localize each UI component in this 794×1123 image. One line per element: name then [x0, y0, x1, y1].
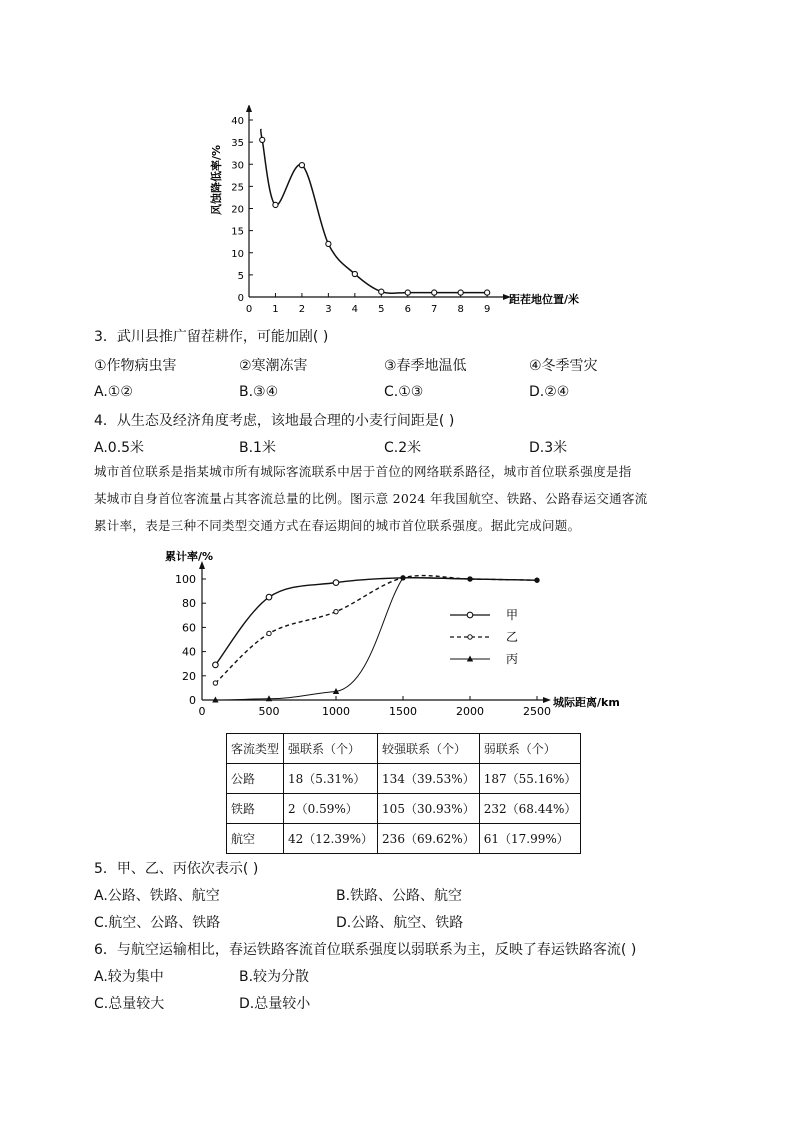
q3-choice-b[interactable]: B.③④ — [239, 384, 279, 400]
f2-y-tick-label: 100 — [175, 573, 196, 586]
f2-x-tick-label: 1000 — [322, 705, 350, 718]
f1-data-point — [326, 241, 331, 246]
q4-choice-b[interactable]: B.1米 — [239, 440, 276, 456]
f2-x-axis-arrow — [543, 697, 551, 703]
f1-y-tick-label: 25 — [231, 182, 244, 194]
q6-choice-d[interactable]: D.总量较小 — [239, 996, 311, 1012]
f2-bing-point — [534, 578, 539, 583]
f1-y-tick-label: 15 — [231, 226, 244, 238]
q4-choice-a[interactable]: A.0.5米 — [94, 440, 145, 456]
q6-stem: 6．与航空运输相比，春运铁路客流首位联系强度以弱联系为主，反映了春运铁路客流( ) — [94, 942, 637, 958]
f1-data-point — [379, 289, 384, 294]
table-cell: 61（17.99%） — [479, 824, 581, 854]
table-cell: 42（12.39%） — [284, 824, 378, 854]
f1-data-point — [432, 290, 437, 295]
f1-x-tick-label: 1 — [272, 304, 279, 315]
f1-xlabel: 距茬地位置/米 — [509, 293, 580, 306]
f2-xlabel: 城际距离/km — [553, 696, 620, 709]
figure2-cumulative-rate-chart — [160, 548, 640, 718]
table-cell: 铁路 — [227, 794, 284, 824]
passage-line-2: 某城市自身首位客流量占其客流总量的比例。图示意 2024 年我国航空、铁路、公路春运交通客流 — [94, 491, 648, 506]
f2-y-tick-label: 80 — [182, 597, 196, 611]
link-strength-table — [226, 733, 581, 854]
q3-choice-d[interactable]: D.②④ — [529, 384, 570, 400]
reading-passage — [94, 458, 714, 539]
f1-x-tick-label: 8 — [457, 304, 464, 315]
f2-yi-point — [334, 609, 338, 613]
q3-choice-c[interactable]: C.①③ — [384, 384, 424, 400]
q6-choice-a[interactable]: A.较为集中 — [94, 969, 164, 985]
f2-legend-yi-label: 乙 — [506, 630, 519, 644]
f2-y-tick-label: 0 — [189, 694, 196, 707]
f2-series-bing-line — [215, 578, 537, 700]
f1-data-point — [260, 137, 265, 142]
f1-x-tick-label: 0 — [245, 304, 253, 315]
f2-legend-jia-point — [467, 612, 473, 618]
table-cell: 18（5.31%） — [284, 764, 378, 794]
figure1-wind-erosion-chart — [205, 105, 600, 320]
f2-series-yi-line — [215, 576, 537, 683]
q3-stem: 3．武川县推广留茬耕作，可能加剧( ) — [94, 329, 329, 345]
q3-choice-a[interactable]: A.①② — [94, 384, 133, 400]
f2-x-tick-label: 500 — [258, 705, 280, 718]
q3-option-3: ③春季地温低 — [384, 358, 467, 374]
f1-y-tick-label: 40 — [231, 116, 244, 127]
table-header-cell: 强联系（个） — [284, 734, 378, 764]
q3-option-1: ①作物病虫害 — [94, 358, 177, 374]
q4-choice-c[interactable]: C.2米 — [384, 440, 422, 456]
f2-bing-point — [400, 575, 405, 580]
f1-data-point — [273, 202, 278, 207]
table-cell: 2（0.59%） — [284, 794, 378, 824]
q5-choice-a[interactable]: A.公路、铁路、航空 — [94, 888, 220, 904]
f1-x-tick-label: 7 — [431, 304, 438, 315]
f2-series-jia-line — [215, 578, 537, 665]
f2-jia-point — [333, 580, 339, 586]
f2-legend-jia-label: 甲 — [506, 608, 519, 622]
table-header-cell: 弱联系（个） — [479, 734, 581, 764]
table-header-row — [227, 734, 581, 764]
f1-y-tick-label: 5 — [237, 270, 244, 282]
f1-x-tick-label: 5 — [378, 304, 385, 315]
f1-series-line — [261, 129, 487, 293]
f1-x-tick-label: 2 — [298, 304, 306, 315]
f2-legend-bing-label: 丙 — [506, 652, 519, 666]
f1-data-point — [458, 290, 463, 295]
f1-data-point — [299, 163, 304, 168]
q4-choice-d[interactable]: D.3米 — [529, 440, 568, 456]
q6-choice-c[interactable]: C.总量较大 — [94, 996, 165, 1012]
table-header-cell: 客流类型 — [227, 734, 284, 764]
table-cell: 航空 — [227, 824, 284, 854]
table-cell: 105（30.93%） — [378, 794, 480, 824]
f1-y-axis-arrow — [246, 105, 252, 112]
f2-x-tick-label: 0 — [198, 705, 206, 718]
f1-y-tick-label: 30 — [231, 160, 244, 172]
table-row — [227, 764, 581, 794]
f2-yi-point — [267, 631, 271, 635]
f1-ylabel: 风蚀降低率/% — [210, 144, 223, 216]
f2-x-tick-label: 1500 — [389, 705, 417, 718]
q4-stem: 4．从生态及经济角度考虑，该地最合理的小麦行间距是( ) — [94, 413, 455, 429]
f1-y-tick-label: 0 — [237, 293, 244, 304]
q5-choice-d[interactable]: D.公路、航空、铁路 — [336, 915, 464, 931]
f2-yi-point — [213, 681, 217, 685]
f2-jia-point — [213, 662, 219, 668]
f2-x-tick-label: 2000 — [456, 705, 484, 718]
table-cell: 236（69.62%） — [378, 824, 480, 854]
f1-data-point — [405, 290, 410, 295]
table-header-cell: 较强联系（个） — [378, 734, 480, 764]
f2-bing-point — [467, 576, 472, 581]
f1-y-tick-label: 10 — [231, 248, 244, 260]
q5-stem: 5．甲、乙、丙依次表示( ) — [94, 861, 259, 877]
q5-choice-c[interactable]: C.航空、公路、铁路 — [94, 915, 221, 931]
f1-x-tick-label: 4 — [351, 304, 359, 315]
q3-option-2: ②寒潮冻害 — [239, 358, 308, 374]
f1-x-tick-label: 9 — [483, 304, 491, 315]
table-cell: 232（68.44%） — [479, 794, 581, 824]
f2-y-tick-label: 40 — [182, 645, 196, 659]
f2-y-tick-label: 20 — [182, 669, 196, 683]
f2-y-tick-label: 60 — [182, 621, 196, 635]
table-row — [227, 794, 581, 824]
passage-line-3: 累计率，表是三种不同类型交通方式在春运期间的城市首位联系强度。据此完成问题。 — [94, 518, 581, 533]
passage-line-1: 城市首位联系是指某城市所有城际客流联系中居于首位的网络联系路径，城市首位联系强度是指 — [94, 464, 632, 479]
f1-y-tick-label: 20 — [231, 204, 244, 216]
q5-choice-b[interactable]: B.铁路、公路、航空 — [336, 888, 463, 904]
table-row — [227, 824, 581, 854]
table-cell: 公路 — [227, 764, 284, 794]
q3-option-4: ④冬季雪灾 — [529, 358, 598, 374]
f2-jia-point — [266, 594, 272, 600]
table-cell: 187（55.16%） — [479, 764, 581, 794]
q6-choice-b[interactable]: B.较为分散 — [239, 969, 310, 985]
f2-x-tick-label: 2500 — [523, 705, 551, 718]
table-cell: 134（39.53%） — [378, 764, 480, 794]
f1-data-point — [485, 290, 490, 295]
f1-x-tick-label: 6 — [404, 304, 411, 315]
f1-data-point — [352, 271, 357, 276]
f1-y-tick-label: 35 — [231, 138, 244, 150]
f2-ylabel: 累计率/% — [165, 550, 214, 563]
f1-x-tick-label: 3 — [325, 304, 332, 315]
f2-legend-yi-point — [468, 635, 472, 639]
